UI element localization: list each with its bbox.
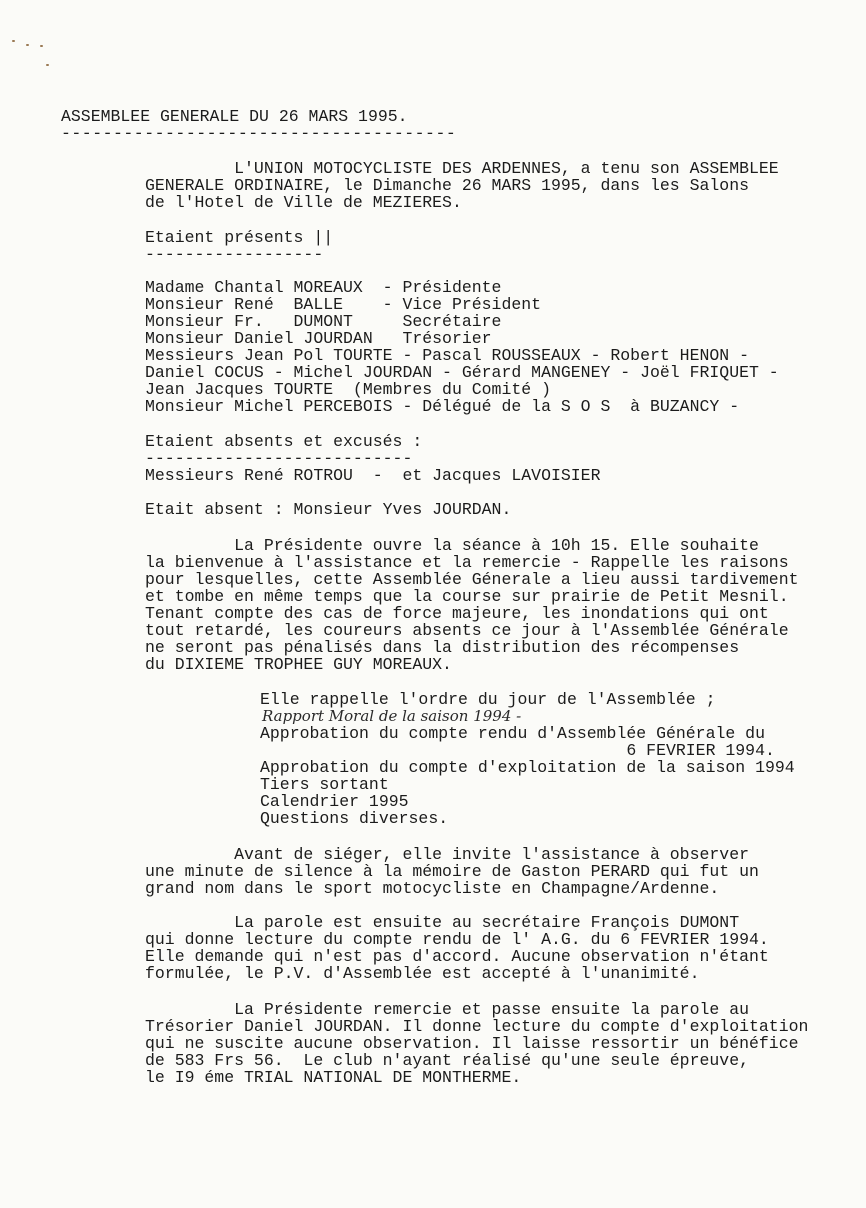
agenda-item: Questions diverses. xyxy=(260,809,449,828)
agenda-item: Approbation du compte d'exploitation de la saison 1994 xyxy=(260,758,795,777)
agenda-item: Calendrier 1995 xyxy=(260,792,409,811)
intro-line: L'UNION MOTOCYCLISTE DES ARDENNES, a tenu son ASSEMBLEE xyxy=(145,159,779,178)
silence-line: grand nom dans le sport motocycliste en Champagne/Ardenne. xyxy=(145,879,720,898)
presents-line: Monsieur René BALLE - Vice Président xyxy=(145,295,542,314)
intro-line: de l'Hotel de Ville de MEZIERES. xyxy=(145,193,462,212)
absents-heading: Etaient absents et excusés : xyxy=(145,432,423,451)
opening-line: tout retardé, les coureurs absents ce jour à l'Assemblée Générale xyxy=(145,621,789,640)
opening-line: Tenant compte des cas de force majeure, les inondations qui ont xyxy=(145,604,769,623)
scan-speck xyxy=(12,40,15,42)
presents-line: Monsieur Fr. DUMONT Secrétaire xyxy=(145,312,502,331)
secretary-line: formulée, le P.V. d'Assemblée est accepté à l'unanimité. xyxy=(145,964,700,983)
secretary-line: qui donne lecture du compte rendu de l' A.G. du 6 FEVRIER 1994. xyxy=(145,930,769,949)
treasurer-line: le I9 éme TRIAL NATIONAL DE MONTHERME. xyxy=(145,1068,522,1087)
presents-line: Jean Jacques TOURTE (Membres du Comité ) xyxy=(145,380,551,399)
opening-line: ne seront pas pénalisés dans la distribution des récompenses xyxy=(145,638,740,657)
silence-line: Avant de siéger, elle invite l'assistance à observer xyxy=(145,845,749,864)
title-underline: -------------------------------------- xyxy=(61,124,457,143)
presents-line: Monsieur Daniel JOURDAN Trésorier xyxy=(145,329,492,348)
scan-speck xyxy=(46,64,49,66)
treasurer-line: qui ne suscite aucune observation. Il laisse ressortir un bénéfice xyxy=(145,1034,799,1053)
scan-speck xyxy=(40,45,43,47)
presents-heading: Etaient présents || xyxy=(145,228,334,247)
presents-line: Monsieur Michel PERCEBOIS - Délégué de la S O S à BUZANCY - xyxy=(145,397,740,416)
secretary-line: La parole est ensuite au secrétaire François DUMONT xyxy=(145,913,740,932)
agenda-handwritten-note: Rapport Moral de la saison 1994 - xyxy=(262,707,522,725)
absent-line: Etait absent : Monsieur Yves JOURDAN. xyxy=(145,500,512,519)
intro-line: GENERALE ORDINAIRE, le Dimanche 26 MARS 1995, dans les Salons xyxy=(145,176,749,195)
secretary-line: Elle demande qui n'est pas d'accord. Aucune observation n'étant xyxy=(145,947,769,966)
treasurer-line: de 583 Frs 56. Le club n'ayant réalisé qu'une seule épreuve, xyxy=(145,1051,749,1070)
presents-underline: ------------------ xyxy=(145,245,324,264)
opening-line: du DIXIEME TROPHEE GUY MOREAUX. xyxy=(145,655,452,674)
agenda-item: Tiers sortant xyxy=(260,775,389,794)
agenda-intro: Elle rappelle l'ordre du jour de l'Assemblée ; xyxy=(260,690,716,709)
silence-line: une minute de silence à la mémoire de Gaston PERARD qui fut un xyxy=(145,862,759,881)
presents-line: Daniel COCUS - Michel JOURDAN - Gérard MANGENEY - Joël FRIQUET - xyxy=(145,363,779,382)
absents-line: Messieurs René ROTROU - et Jacques LAVOISIER xyxy=(145,466,601,485)
document-title: ASSEMBLEE GENERALE DU 26 MARS 1995. xyxy=(61,107,408,126)
agenda-item: Approbation du compte rendu d'Assemblée Générale du xyxy=(260,724,765,743)
treasurer-line: Trésorier Daniel JOURDAN. Il donne lecture du compte d'exploitation xyxy=(145,1017,809,1036)
presents-line: Messieurs Jean Pol TOURTE - Pascal ROUSSEAUX - Robert HENON - xyxy=(145,346,749,365)
opening-line: et tombe en même temps que la course sur prairie de Petit Mesnil. xyxy=(145,587,789,606)
absents-underline: --------------------------- xyxy=(145,449,413,468)
opening-line: pour lesquelles, cette Assemblée Génerale a lieu aussi tardivement xyxy=(145,570,799,589)
presents-line: Madame Chantal MOREAUX - Présidente xyxy=(145,278,502,297)
agenda-item: 6 FEVRIER 1994. xyxy=(260,741,775,760)
treasurer-line: La Présidente remercie et passe ensuite la parole au xyxy=(145,1000,749,1019)
scan-speck xyxy=(26,44,29,46)
opening-line: La Présidente ouvre la séance à 10h 15. Elle souhaite xyxy=(145,536,759,555)
opening-line: la bienvenue à l'assistance et la remercie - Rappelle les raisons xyxy=(145,553,789,572)
